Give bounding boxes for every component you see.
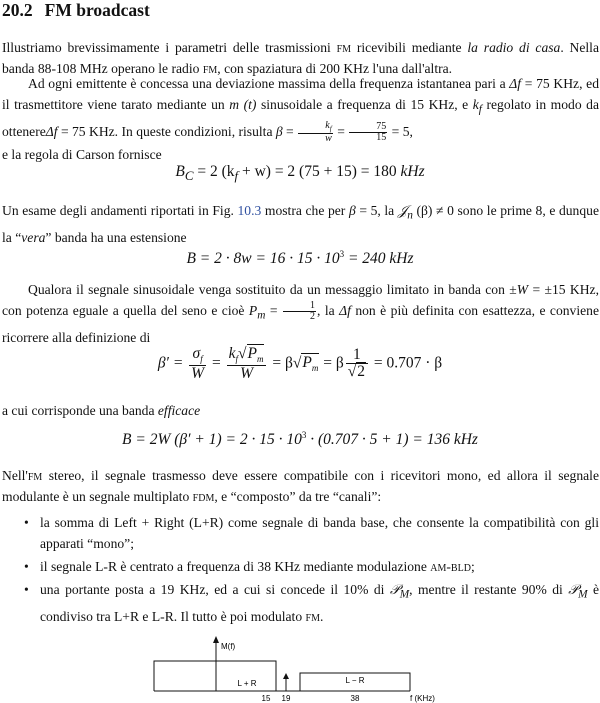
paragraph-deviation: Ad ogni emittente è concessa una deviazione massima della frequenza istantanea pari a Δf = 75 KHz, ed il trasmettitore viene tarato mediante un m (t) sinusoidale a frequenza di 15 KHz, e $k_f$ regolato in modo da ottenereΔf = 75 KHz. In queste condizioni, risulta β = $\frac{k_f}{w}$ = $\frac{75}{15}$ = 5, e la regola di Carson fornisce bbox=[2, 76, 599, 163]
bullet-list bbox=[2, 512, 599, 629]
equation-beta-prime: β′ = $\frac{\sigma_f}{W}$ = $\frac{k_f√P_m}{W}$ = $\beta√P_m = \beta$ $\frac{1}{√2}$ = 0.707 · β bbox=[157, 345, 443, 382]
equation-effective-band: B = 2W $(\beta' + 1) = 2 \cdot 15 \cdot 10^3 \cdot (0.707 \cdot 5 + 1) = 136$ kHz bbox=[122, 430, 478, 449]
equation-carson: $B_C = 2$ $(k_f + w) = 2$ (75 + 15) = 180 kHz bbox=[175, 163, 425, 184]
lr-diff-label: L − R bbox=[345, 676, 365, 685]
section-heading bbox=[2, 0, 150, 21]
list-item: • una portante posta a 19 KHz, ed a cui si concede il 10% di 𝒫$_M$, mentre il restante 90% di 𝒫$_M$ è condiviso tra L+R e L-R. Il tutto è poi modulato fm. bbox=[24, 582, 599, 624]
paragraph-message: Qualora il segnale sinusoidale venga sostituito da un messaggio limitato in banda con ±W = ±15 KHz, con potenza eguale a quella del seno e cioè $P_m$ = $\frac{1}{2}$ , la Δf non è più definita con esattezza, e conviene ricorrere alla definizione di bbox=[2, 282, 599, 345]
equation-true-band: $B = 2 \cdot 8w = 16 \cdot 15 \cdot 10^3 = 240$ kHz bbox=[186, 249, 414, 268]
fraction-75-15: $\frac{75}{15}$ bbox=[349, 122, 387, 143]
paragraph-stereo: Nell'fm stereo, il segnale trasmesso deve essere compatibile con i ricevitori mono, ed allora il segnale modulante è un segnale multiplato fdm, e “composto” da tre “canali”: bbox=[2, 468, 599, 504]
fraction-kf-w: $\frac{k_f}{w}$ bbox=[298, 121, 333, 144]
tick-19: 19 bbox=[281, 694, 291, 703]
pilot-carrier-arrow bbox=[283, 673, 289, 679]
figure-reference-link[interactable]: 10.3 bbox=[237, 203, 262, 218]
tick-15: 15 bbox=[261, 694, 271, 703]
list-item: • la somma di Left + Right (L+R) come segnale di banda base, che consente la compatibilità con gli apparati “mono”; bbox=[24, 515, 599, 551]
paragraph-effective: a cui corrisponde una banda efficace bbox=[2, 403, 201, 418]
tick-38: 38 bbox=[350, 694, 360, 703]
lr-sum-block bbox=[154, 661, 276, 691]
section-title: FM broadcast bbox=[44, 0, 150, 20]
list-item: • il segnale L-R è centrato a frequenza di 38 KHz mediante modulazione am-bld; bbox=[24, 559, 475, 574]
stereo-spectrum-figure bbox=[0, 628, 600, 703]
fraction-one-half: $\frac{1}{2}$ bbox=[283, 301, 316, 322]
x-axis-label: f (KHz) bbox=[410, 694, 435, 703]
paragraph-bessel: Un esame degli andamenti riportati in Fig. 10.3 mostra che per β = 5, la 𝒥$_n$ (β) ≠ 0 sono le prime 8, e dunque la “vera” banda ha una estensione bbox=[2, 203, 599, 245]
magnitude-axis-arrow bbox=[213, 636, 219, 643]
lr-sum-label: L + R bbox=[237, 679, 257, 688]
section-number: 20.2 bbox=[2, 0, 33, 20]
paragraph-intro: Illustriamo brevissimamente i parametri delle trasmissioni fm ricevibili mediante la radio di casa. Nella banda 88-108 MHz operano le radio fm, con spaziatura di 200 KHz l'una dall'altra. bbox=[2, 40, 599, 76]
y-axis-label: M(f) bbox=[221, 642, 236, 651]
